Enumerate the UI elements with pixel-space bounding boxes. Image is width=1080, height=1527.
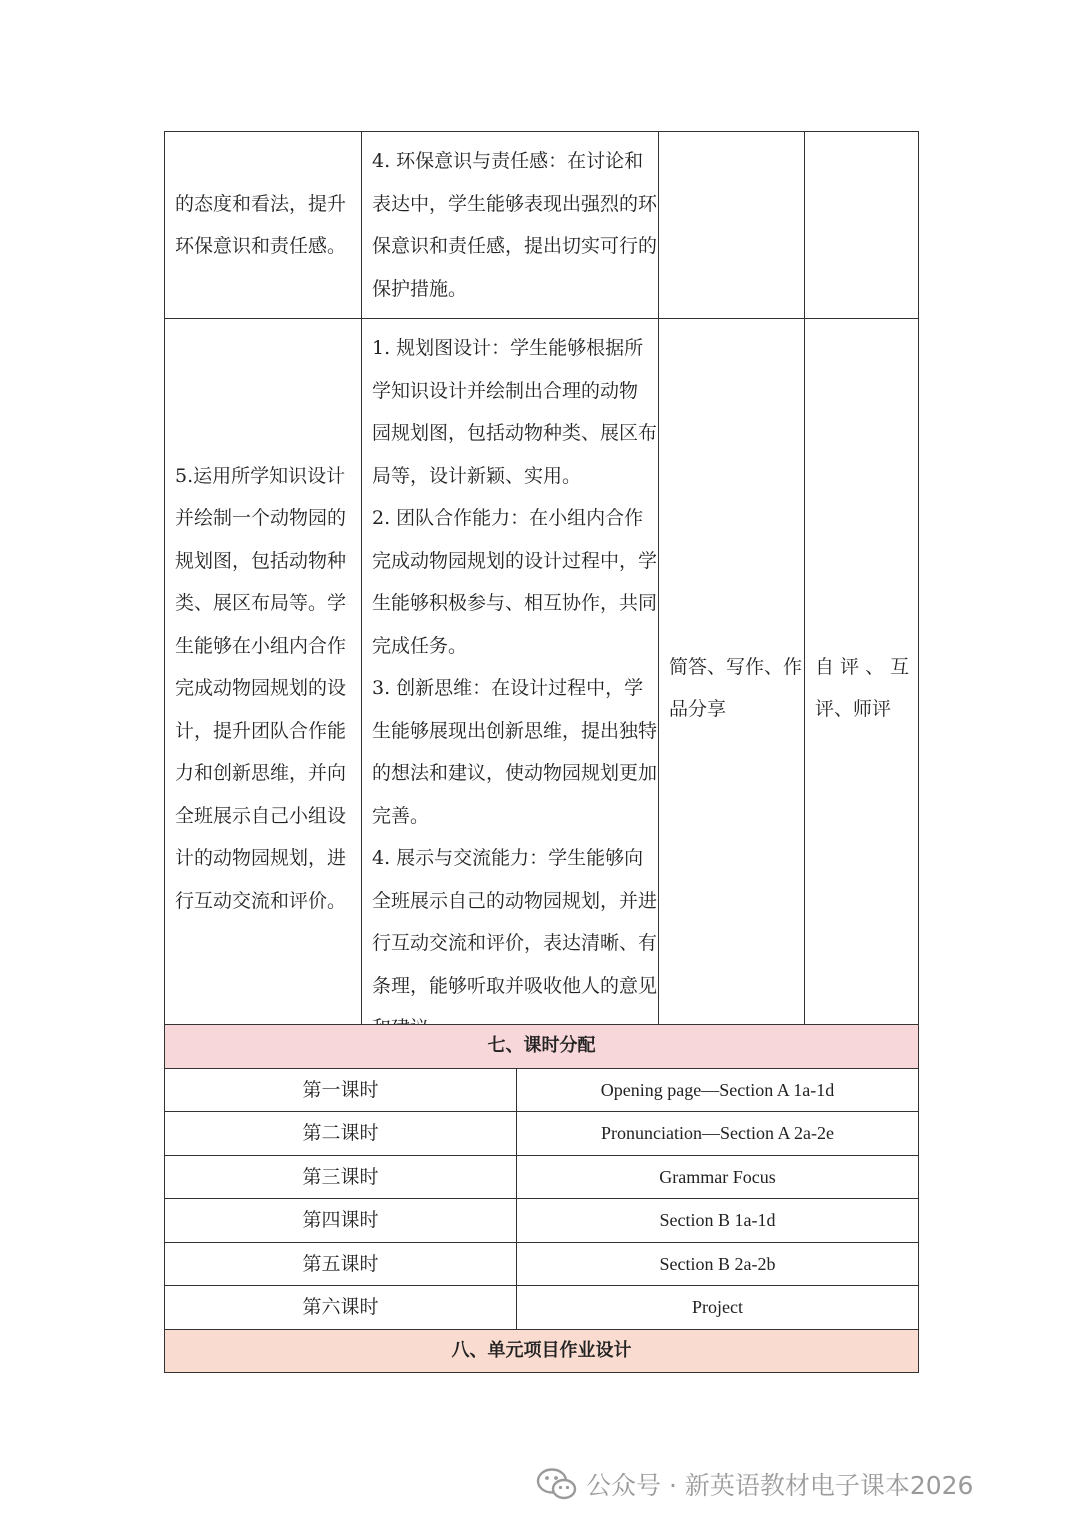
period-label: 第三课时 [165, 1155, 517, 1199]
period-content: Opening page—Section A 1a-1d [517, 1068, 919, 1112]
evaluator-cell: 自 评 、 互 评、师评 [805, 319, 919, 1059]
period-allocation-table [164, 1024, 919, 1373]
section-8-heading: 八、单元项目作业设计 [165, 1329, 919, 1373]
objective-cell: 5.运用所学知识设计 并绘制一个动物园的 规划图，包括动物种 类、展区布局等。学 生能够在小组内合作 完成动物园规划的设 计，提升团队合作能 力和创新思维，并向 全班展示自己小组设 计的动物园规划，进 行互动交流和评价。 [165, 319, 362, 1059]
method-cell: 简答、写作、作 品分享 [659, 319, 805, 1059]
criteria-cell: 1. 规划图设计：学生能够根据所 学知识设计并绘制出合理的动物 园规划图，包括动物种类、展区布 局等，设计新颖、实用。 2. 团队合作能力：在小组内合作 完成动物园规划的设计过程中，学 生能够积极参与、相互协作，共同 完成任务。 3. 创新思维：在设计过程中，学 生能够展现出创新思维，提出独特 的想法和建议，使动物园规划更加 完善。 4. 展示与交流能力：学生能够向 全班展示自己的动物园规划，并进 行互动交流和评价，表达清晰、有 条理，能够听取并吸收他人的意见 [362, 319, 659, 1059]
objective-cell: 的态度和看法，提升 环保意识和责任感。 [165, 132, 362, 319]
section-7-heading: 七、课时分配 [165, 1025, 919, 1069]
period-content: Grammar Focus [517, 1155, 919, 1199]
evaluator-cell [805, 132, 919, 319]
period-content: Project [517, 1286, 919, 1330]
assessment-row [165, 132, 919, 319]
criteria-cell: 4. 环保意识与责任感：在讨论和 表达中，学生能够表现出强烈的环 保意识和责任感，提出切实可行的 保护措施。 [362, 132, 659, 319]
period-row [165, 1199, 919, 1243]
period-label: 第六课时 [165, 1286, 517, 1330]
period-content: Section B 1a-1d [517, 1199, 919, 1243]
assessment-row [165, 319, 919, 1059]
watermark [536, 1462, 973, 1506]
period-row [165, 1155, 919, 1199]
period-row [165, 1068, 919, 1112]
watermark-text: 公众号 · 新英语教材电子课本2026 [586, 1471, 974, 1500]
period-row [165, 1112, 919, 1156]
period-label: 第五课时 [165, 1242, 517, 1286]
period-label: 第四课时 [165, 1199, 517, 1243]
period-row [165, 1242, 919, 1286]
wechat-icon [536, 1467, 578, 1501]
method-cell [659, 132, 805, 319]
period-label: 第一课时 [165, 1068, 517, 1112]
assessment-table [164, 131, 919, 1059]
period-label: 第二课时 [165, 1112, 517, 1156]
period-content: Pronunciation—Section A 2a-2e [517, 1112, 919, 1156]
period-content: Section B 2a-2b [517, 1242, 919, 1286]
period-row [165, 1286, 919, 1330]
